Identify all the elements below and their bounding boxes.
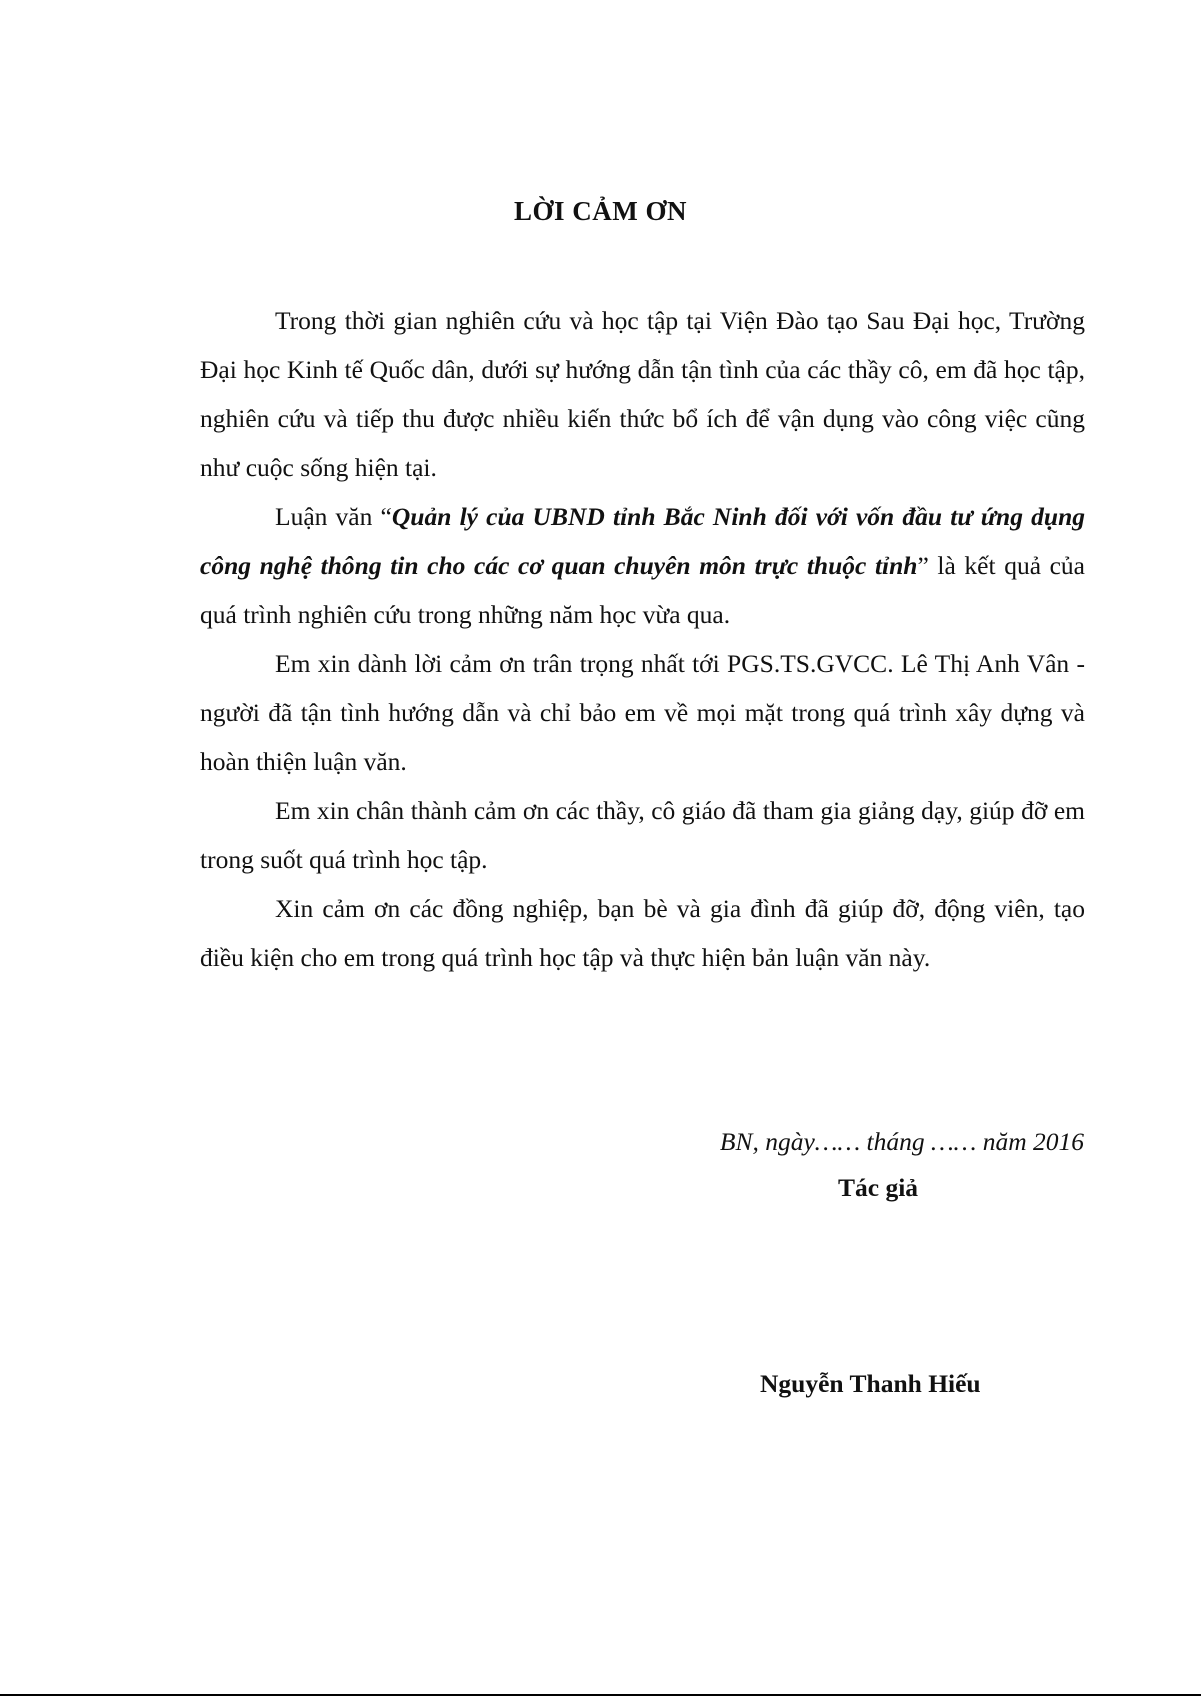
author-name: Nguyễn Thanh Hiếu [760,1369,981,1398]
acknowledgement-body [200,296,1085,982]
bottom-divider [0,1694,1201,1696]
paragraph-study-context: Trong thời gian nghiên cứu và học tập tại Viện Đào tạo Sau Đại học, Trường Đại học Kinh tế Quốc dân, dưới sự hướng dẫn tận tình của các thầy cô, em đã học tập, nghiên cứu và tiếp thu được nhiều kiến thức bổ ích để vận dụng vào công việc cũng như cuộc sống hiện tại. [200,306,1085,482]
paragraph-family-thanks: Xin cảm ơn các đồng nghiệp, bạn bè và gia đình đã giúp đỡ, động viên, tạo điều kiện cho em trong quá trình học tập và thực hiện bản luận văn này. [200,894,1085,972]
author-label: Tác giả [838,1173,919,1202]
paragraph-supervisor-thanks: Em xin dành lời cảm ơn trân trọng nhất tới PGS.TS.GVCC. Lê Thị Anh Vân - người đã tận tình hướng dẫn và chỉ bảo em về mọi mặt trong quá trình xây dựng và hoàn thiện luận văn. [200,649,1085,776]
thesis-title: Quản lý của UBND tỉnh Bắc Ninh đối với vốn đầu tư ứng dụng công nghệ thông tin cho các cơ quan chuyên môn trực thuộc tỉnh [200,502,1086,580]
page-title: LỜI CẢM ƠN [514,196,687,226]
paragraph-teachers-thanks: Em xin chân thành cảm ơn các thầy, cô giáo đã tham gia giảng dạy, giúp đỡ em trong suốt quá trình học tập. [200,796,1085,874]
date-line: BN, ngày…… tháng …… năm 2016 [719,1127,1084,1156]
thesis-suffix: ” là kết quả của quá trình nghiên cứu trong những năm học vừa qua. [200,551,1086,629]
thesis-prefix: Luận văn “ [275,502,392,531]
paragraph-thesis [200,492,1085,639]
